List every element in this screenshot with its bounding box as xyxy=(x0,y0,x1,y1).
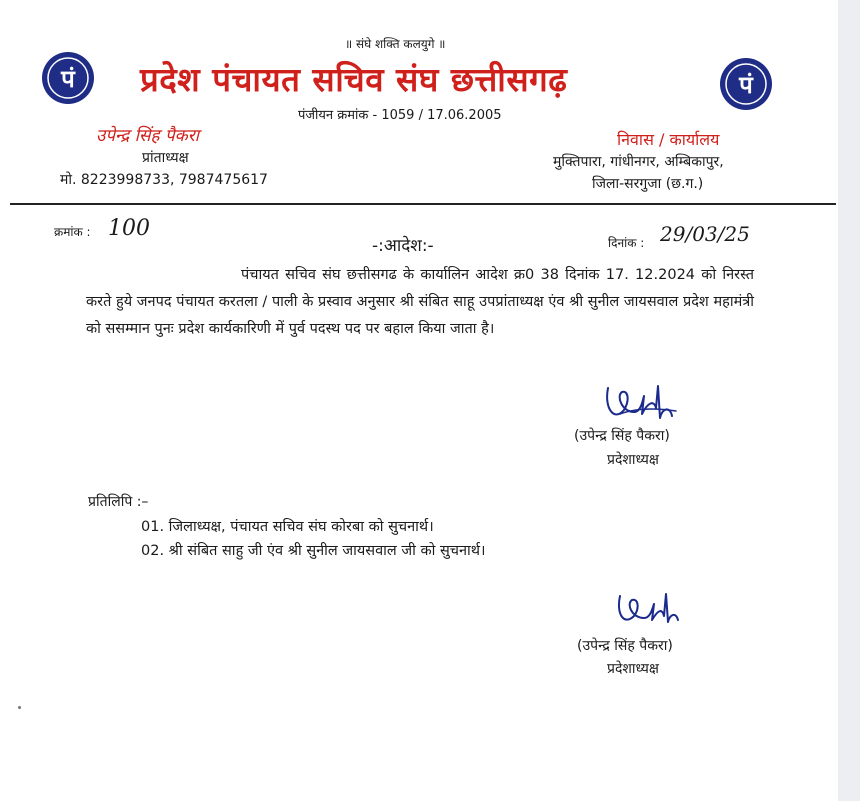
address-label: निवास / कार्यालय xyxy=(617,130,720,149)
address-line-1: मुक्तिपारा, गांधीनगर, अम्बिकापुर, xyxy=(553,154,724,170)
address-line-2: जिला-सरगुजा (छ.ग.) xyxy=(592,176,704,192)
org-logo-right xyxy=(720,58,772,110)
copy-item: 01. जिलाध्यक्ष, पंचायत सचिव संघ कोरबा को सुचनार्थ। xyxy=(141,519,434,535)
order-heading: -:आदेश:- xyxy=(372,236,434,256)
order-body: पंचायत सचिव संघ छत्तीसगढ के कार्यालिन आदेश क्र0 38 दिनांक 17. 12.2024 को निरस्त करते हुये जनपद पंचायत करतला / पाली के प्रस्वाव अनुसार श्री संबित साहू उपप्रांताध्यक्ष एंव श्री सुनील जायसवाल प्रदेश महामंत्री को ससम्मान पुनः प्रदेश कार्यकारिणी में पुर्व पदस्थ पद पर बहाल किया जाता है। xyxy=(86,267,754,337)
copy-to-label: प्रतिलिपि :– xyxy=(88,494,149,510)
organization-title: प्रदेश पंचायत सचिव संघ छत्तीसगढ़ xyxy=(140,60,568,99)
signer-title-2: प्रदेशाध्यक्ष xyxy=(607,661,659,677)
signature-2-icon xyxy=(612,588,682,636)
scan-margin xyxy=(838,0,860,801)
copy-item: 02. श्री संबित साहु जी एंव श्री सुनील जायसवाल जी को सुचनार्थ। xyxy=(141,543,486,559)
signer-name-1: (उपेन्द्र सिंह पैकरा) xyxy=(574,428,670,444)
signer-name-2: (उपेन्द्र सिंह पैकरा) xyxy=(577,638,673,654)
date-label: दिनांक : xyxy=(608,236,645,250)
letterhead-divider xyxy=(10,203,836,205)
scan-speck xyxy=(18,706,21,709)
logo-emblem-icon xyxy=(42,52,94,104)
order-number-value: 100 xyxy=(108,216,150,241)
registration-number: पंजीयन क्रमांक - 1059 / 17.06.2005 xyxy=(298,108,502,123)
logo-emblem-icon xyxy=(720,58,772,110)
phone-numbers: मो. 8223998733, 7987475617 xyxy=(60,172,268,188)
motto: ॥ संघे शक्ति कलयुगे ॥ xyxy=(345,37,446,51)
logo-mark-left: पं xyxy=(61,65,75,93)
date-value: 29/03/25 xyxy=(660,222,750,246)
signature-1-icon xyxy=(600,378,680,432)
president-name: उपेन्द्र सिंह पैकरा xyxy=(96,126,200,146)
order-number-label: क्रमांक : xyxy=(54,225,91,239)
president-title: प्रांताध्यक्ष xyxy=(142,150,189,166)
logo-mark-right: पं xyxy=(739,71,753,99)
signer-title-1: प्रदेशाध्यक्ष xyxy=(607,452,659,468)
org-logo-left xyxy=(42,52,94,104)
